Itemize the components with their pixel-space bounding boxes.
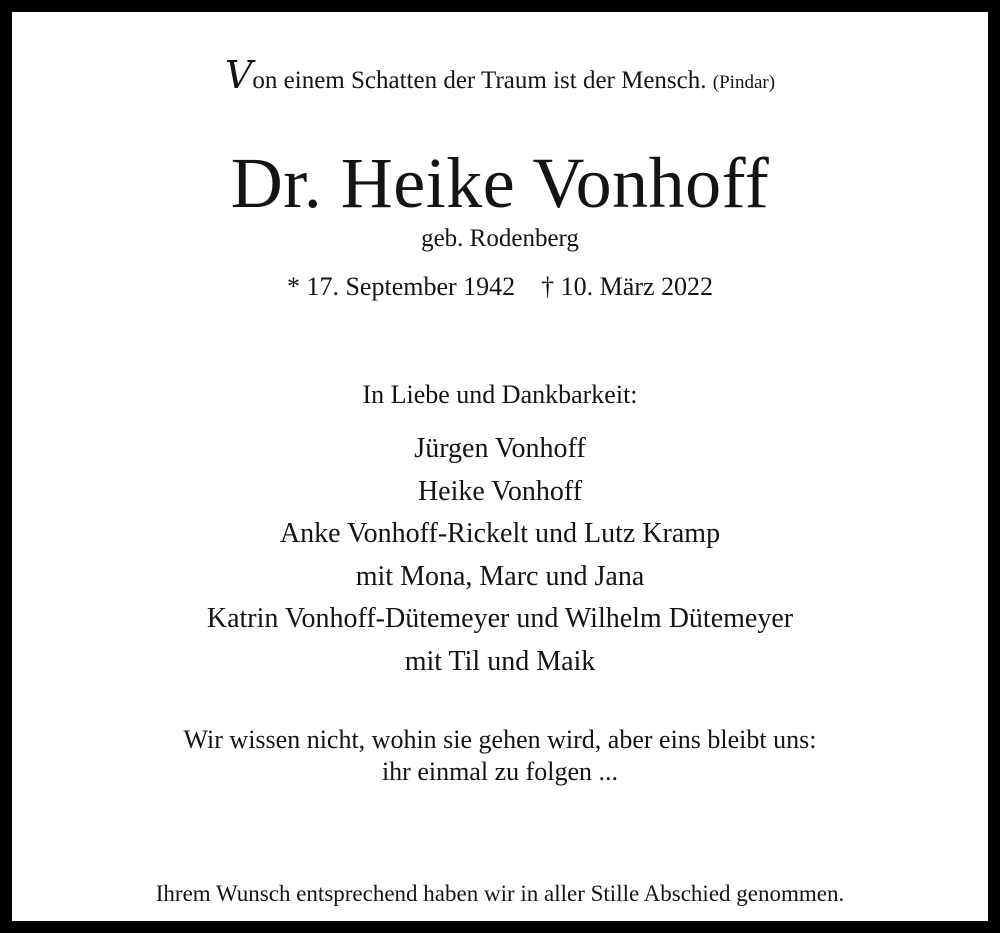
birth-date: * 17. September 1942 xyxy=(286,272,516,301)
motto-quote xyxy=(24,53,976,97)
mourners-list xyxy=(24,428,976,683)
motto-text: on einem Schatten der Traum ist der Mensch. xyxy=(252,67,707,94)
closing-quote xyxy=(24,724,976,788)
birth-name: geb. Rodenberg xyxy=(421,225,579,252)
dedication: In Liebe und Dankbarkeit: xyxy=(362,380,638,409)
mourner-line: Anke Vonhoff-Rickelt und Lutz Kramp xyxy=(279,518,721,549)
closing-line: ihr einmal zu folgen ... xyxy=(381,757,619,786)
deceased-name: Dr. Heike Vonhoff xyxy=(230,143,770,223)
closing-line: Wir wissen nicht, wohin sie gehen wird, aber eins bleibt uns: xyxy=(183,725,817,754)
motto-initial: V xyxy=(224,53,253,97)
mourner-line: Jürgen Vonhoff xyxy=(414,433,586,464)
mourner-line: mit Mona, Marc und Jana xyxy=(355,560,645,592)
life-dates xyxy=(24,274,976,300)
death-date: † 10. März 2022 xyxy=(541,272,714,301)
mourner-line: mit Til und Maik xyxy=(404,645,596,677)
mourner-line: Heike Vonhoff xyxy=(417,475,583,507)
motto-source: (Pindar) xyxy=(712,72,776,93)
footer-note: Ihrem Wunsch entsprechend haben wir in aller Stille Abschied genommen. xyxy=(155,881,845,906)
mourner-line: Katrin Vonhoff-Dütemeyer und Wilhelm Dütemeyer xyxy=(206,603,794,634)
